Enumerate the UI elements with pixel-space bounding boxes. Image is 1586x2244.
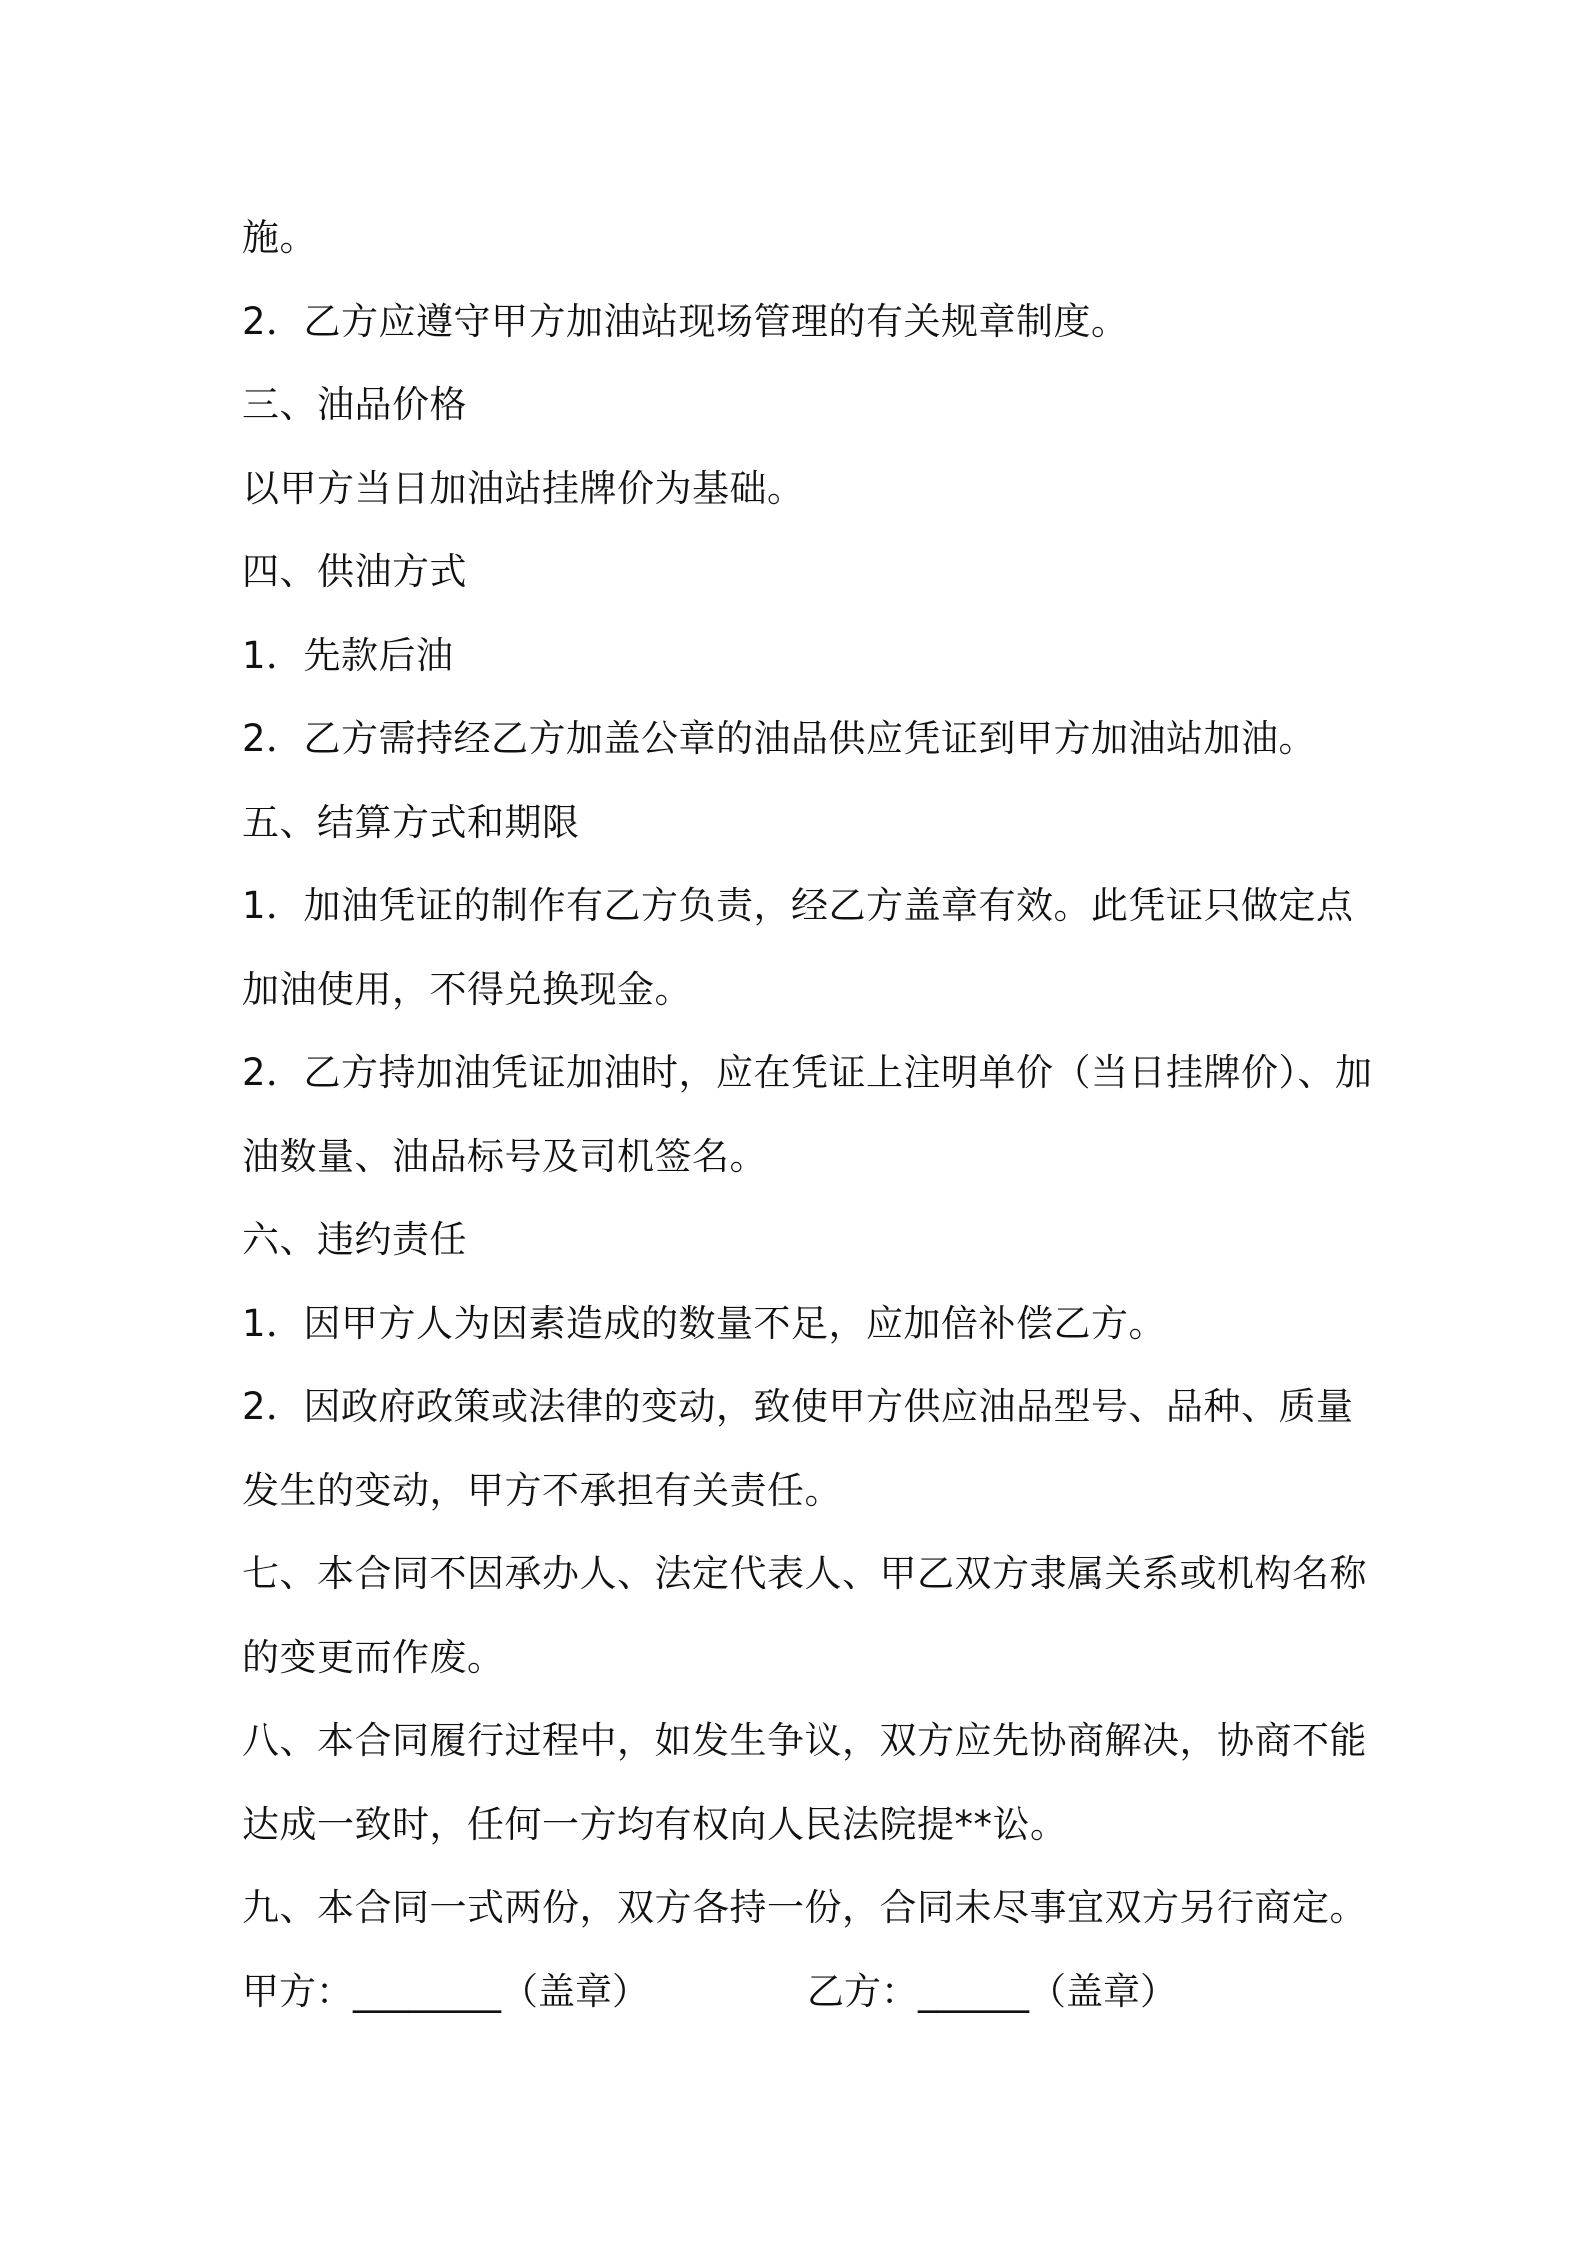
signature-row xyxy=(242,1950,1364,2034)
text-line: 加油使用，不得兑换现金。 xyxy=(242,967,692,1011)
text-line: 油数量、油品标号及司机签名。 xyxy=(242,1134,767,1178)
text-line: 达成一致时，任何一方均有权向人民法院提**讼。 xyxy=(242,1802,1068,1846)
section-heading: 四、供油方式 xyxy=(242,550,467,593)
text-line: 的变更而作废。 xyxy=(242,1635,505,1679)
text-line: 2．乙方持加油凭证加油时，应在凭证上注明单价（当日挂牌价）、加 xyxy=(242,1051,1373,1094)
section-heading: 七、本合同不因承办人、法定代表人、甲乙双方隶属关系或机构名称 xyxy=(242,1552,1367,1595)
text-line: 2．乙方需持经乙方加盖公章的油品供应凭证到甲方加油站加油。 xyxy=(242,717,1317,760)
text-line: 1．先款后油 xyxy=(242,633,454,677)
section-heading: 三、油品价格 xyxy=(242,383,467,426)
party-a-signature: 甲方：________（盖章） xyxy=(242,1969,649,2013)
text-line: 2．因政府政策或法律的变动，致使甲方供应油品型号、品种、质量 xyxy=(242,1385,1354,1428)
section-heading: 五、结算方式和期限 xyxy=(242,800,580,844)
section-heading: 九、本合同一式两份，双方各持一份，合同未尽事宜双方另行商定。 xyxy=(242,1886,1367,1929)
document-body xyxy=(242,196,1373,2033)
text-line: 发生的变动，甲方不承担有关责任。 xyxy=(242,1468,842,1512)
section-heading: 八、本合同履行过程中，如发生争议，双方应先协商解决，协商不能 xyxy=(242,1719,1367,1762)
text-line: 施。 xyxy=(242,216,317,259)
text-line: 2．乙方应遵守甲方加油站现场管理的有关规章制度。 xyxy=(242,299,1129,343)
text-line: 以甲方当日加油站挂牌价为基础。 xyxy=(242,466,805,510)
text-line: 1．加油凭证的制作有乙方负责，经乙方盖章有效。此凭证只做定点 xyxy=(242,884,1354,927)
section-heading: 六、违约责任 xyxy=(242,1218,467,1261)
text-line: 1．因甲方人为因素造成的数量不足，应加倍补偿乙方。 xyxy=(242,1301,1167,1345)
party-b-signature: 乙方：______（盖章） xyxy=(807,1969,1177,2013)
